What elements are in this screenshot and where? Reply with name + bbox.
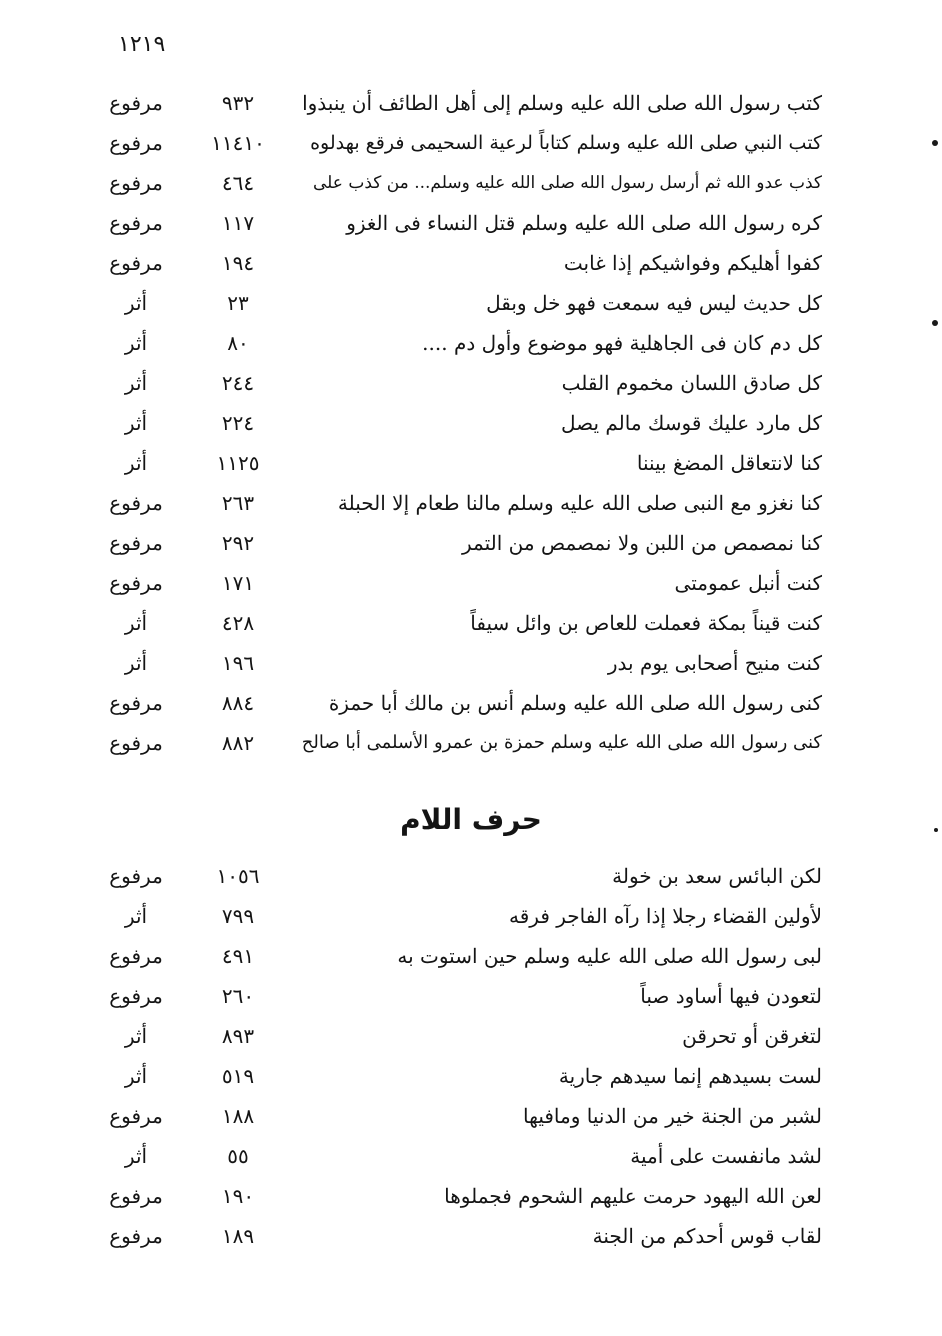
list-item xyxy=(0,523,942,563)
entry-number: ٥٥ xyxy=(227,1144,249,1168)
entry-number: ٤٢٨ xyxy=(221,611,255,635)
list-item xyxy=(0,483,942,523)
entry-number: ١١٧ xyxy=(221,211,255,235)
entry-number: ٧٩٩ xyxy=(221,904,255,928)
entry-type: مرفوع xyxy=(109,211,163,235)
entry-number: ١٩٠ xyxy=(221,1184,255,1208)
entry-text: كل حديث ليس فيه سمعت فهو خل وبقل xyxy=(486,291,822,315)
list-item xyxy=(0,203,942,243)
list-item xyxy=(0,363,942,403)
list-item xyxy=(0,283,942,323)
entry-type: مرفوع xyxy=(109,731,163,755)
entry-text: لتغرقن أو تحرقن xyxy=(682,1024,822,1048)
entry-type: مرفوع xyxy=(109,1224,163,1248)
entry-text: كل مارد عليك قوسك مالم يصل xyxy=(560,411,822,435)
entry-number: ١١٤١٠ xyxy=(211,131,265,155)
scan-speck xyxy=(932,320,938,326)
entry-text: كنى رسول الله صلى الله عليه وسلم أنس بن مالك أبا حمزة xyxy=(328,691,822,715)
entry-type: أثر xyxy=(124,371,148,395)
entry-number: ٢٦٣ xyxy=(221,491,255,515)
list-item xyxy=(0,936,942,976)
list-item xyxy=(0,443,942,483)
entry-type: مرفوع xyxy=(109,1104,163,1128)
entry-number: ٢٣ xyxy=(227,291,249,315)
list-item xyxy=(0,683,942,723)
entry-number: ١٩٤ xyxy=(221,251,255,275)
entry-number: ٨٩٣ xyxy=(221,1024,255,1048)
entry-type: مرفوع xyxy=(109,864,163,888)
entry-type: مرفوع xyxy=(109,91,163,115)
entry-number: ١٨٨ xyxy=(221,1104,255,1128)
list-item xyxy=(0,403,942,443)
entry-number: ٨٨٤ xyxy=(221,691,255,715)
entry-type: مرفوع xyxy=(109,531,163,555)
entry-type: مرفوع xyxy=(109,984,163,1008)
entry-type: أثر xyxy=(124,651,148,675)
list-item xyxy=(0,856,942,896)
entry-number: ١٠٥٦ xyxy=(216,864,260,888)
entry-type: مرفوع xyxy=(109,1184,163,1208)
entry-number: ١٩٦ xyxy=(221,651,255,675)
entry-type: مرفوع xyxy=(109,691,163,715)
entry-type: أثر xyxy=(124,1024,148,1048)
entry-number: ٨٨٢ xyxy=(221,731,255,755)
entry-text: كنت منيح أصحابى يوم بدر xyxy=(607,651,822,675)
entry-type: مرفوع xyxy=(109,251,163,275)
scan-speck xyxy=(934,828,938,832)
scan-speck xyxy=(932,140,938,146)
list-item xyxy=(0,976,942,1016)
list-item xyxy=(0,83,942,123)
entry-type: أثر xyxy=(124,904,148,928)
list-item xyxy=(0,603,942,643)
entry-type: أثر xyxy=(124,611,148,635)
list-item xyxy=(0,563,942,603)
list-item xyxy=(0,323,942,363)
list-item xyxy=(0,1136,942,1176)
entry-type: أثر xyxy=(124,291,148,315)
entry-text: لأولين القضاء رجلا إذا رآه الفاجر فرقه xyxy=(509,904,822,928)
entry-number: ٢٩٢ xyxy=(221,531,255,555)
list-item xyxy=(0,1016,942,1056)
entry-type: أثر xyxy=(124,451,148,475)
list-item xyxy=(0,1056,942,1096)
entry-type: مرفوع xyxy=(109,171,163,195)
entry-text: كنت قيناً بمكة فعملت للعاص بن وائل سيفاً xyxy=(470,611,822,635)
entry-number: ٤٦٤ xyxy=(221,171,255,195)
entry-text: لبى رسول الله صلى الله عليه وسلم حين استوت به xyxy=(397,944,822,968)
list-item xyxy=(0,723,942,763)
list-item xyxy=(0,1216,942,1256)
entry-type: مرفوع xyxy=(109,944,163,968)
list-item xyxy=(0,123,942,163)
entry-type: مرفوع xyxy=(109,131,163,155)
entry-type: أثر xyxy=(124,411,148,435)
entry-number: ٤٩١ xyxy=(221,944,255,968)
entry-text: كل دم كان فى الجاهلية فهو موضوع وأول دم .... xyxy=(422,331,822,355)
entry-text: كنا نغزو مع النبى صلى الله عليه وسلم مالنا طعام إلا الحبلة xyxy=(337,491,822,515)
entry-type: أثر xyxy=(124,1144,148,1168)
entry-number: ١٧١ xyxy=(221,571,255,595)
entry-text: لتعودن فيها أساود صباً xyxy=(640,984,822,1008)
list-item xyxy=(0,643,942,683)
entry-text: كنت أنبل عمومتى xyxy=(674,571,822,595)
list-item xyxy=(0,163,942,203)
entry-text: كتب رسول الله صلى الله عليه وسلم إلى أهل الطائف أن ينبذوا xyxy=(302,91,822,115)
entry-type: أثر xyxy=(124,1064,148,1088)
entry-text: لكن البائس سعد بن خولة xyxy=(612,864,822,888)
entry-text: لست بسيدهم إنما سيدهم جارية xyxy=(558,1064,822,1088)
entry-type: أثر xyxy=(124,331,148,355)
entry-text: كفوا أهليكم وفواشيكم إذا غابت xyxy=(563,251,822,275)
entry-text: لعن الله اليهود حرمت عليهم الشحوم فجملوها xyxy=(444,1184,822,1208)
page-number: ١٢١٩ xyxy=(118,32,166,57)
entry-number: ٢٢٤ xyxy=(221,411,255,435)
entry-text: كل صادق اللسان مخموم القلب xyxy=(561,371,822,395)
entry-number: ٩٣٢ xyxy=(221,91,255,115)
entry-type: مرفوع xyxy=(109,571,163,595)
entry-number: ٢٤٤ xyxy=(221,371,255,395)
list-item xyxy=(0,243,942,283)
entry-number: ١٨٩ xyxy=(221,1224,255,1248)
entry-text: كذب عدو الله ثم أرسل رسول الله صلى الله عليه وسلم... من كذب على xyxy=(312,173,822,193)
list-item xyxy=(0,1096,942,1136)
entry-text: لشبر من الجنة خير من الدنيا ومافيها xyxy=(523,1104,822,1128)
section-heading: حرف اللام xyxy=(400,803,542,836)
entry-text: كنا لانتعاقل المضغ بيننا xyxy=(636,451,822,475)
entry-text: لشد مانفست على أمية xyxy=(630,1144,822,1168)
entry-text: كنا نمصمص من اللبن ولا نمصمص من التمر xyxy=(462,531,822,555)
list-item xyxy=(0,896,942,936)
entry-number: ٥١٩ xyxy=(221,1064,255,1088)
entry-text: كره رسول الله صلى الله عليه وسلم قتل النساء فى الغزو xyxy=(346,211,822,235)
entry-number: ٢٦٠ xyxy=(221,984,255,1008)
entry-number: ١١٢٥ xyxy=(216,451,260,475)
list-item xyxy=(0,1176,942,1216)
entry-text: كتب النبي صلى الله عليه وسلم كتاباً لرعية السحيمى فرقع بهدلوه xyxy=(310,132,822,154)
entry-text: لقاب قوس أحدكم من الجنة xyxy=(592,1224,822,1248)
entry-number: ٨٠ xyxy=(227,331,249,355)
entry-type: مرفوع xyxy=(109,491,163,515)
entry-text: كنى رسول الله صلى الله عليه وسلم حمزة بن عمرو الأسلمى أبا صالح xyxy=(301,732,822,753)
